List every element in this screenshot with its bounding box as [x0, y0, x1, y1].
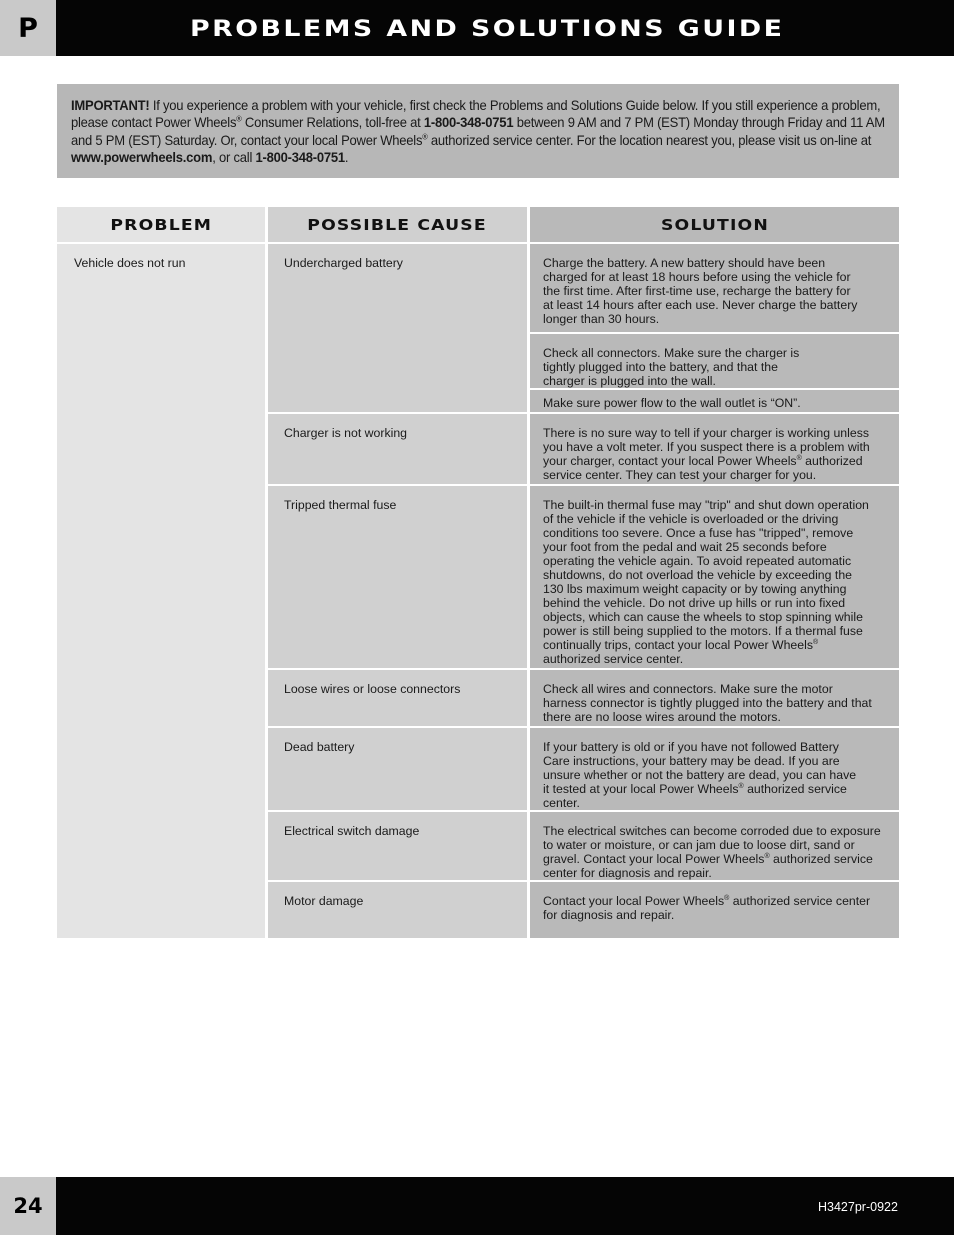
cause-cell: Tripped thermal fuse: [268, 486, 527, 668]
notice-text: authorized service center. For the location nearest you, please visit us on-line at: [427, 131, 872, 148]
solution-text: If your battery is old or if you have not followed Battery Care instructions, your battery may be dead. If you are unsure whether or not the battery are dead, you can have it tested at your local Power Wheels: [543, 740, 857, 796]
solution-cell: [530, 812, 899, 880]
registered-mark: ®: [812, 638, 819, 646]
registered-mark: ®: [422, 131, 428, 141]
registered-mark: ®: [236, 114, 242, 124]
solution-cell: [530, 486, 899, 668]
header-cause-label: POSSIBLE CAUSE: [307, 215, 488, 234]
cause-cell: Electrical switch damage: [268, 812, 527, 880]
solution-cell: Check all wires and connectors. Make sure the motor harness connector is tightly plugged into the battery and that there are no loose wires around the motors.: [530, 670, 899, 726]
notice-important-label: IMPORTANT!: [71, 97, 150, 113]
registered-mark: ®: [764, 852, 770, 860]
notice-text: between 9 AM and 7 PM (EST) Monday through Friday and 11 AM and 5 PM (EST) Saturday. Or, contact your local Power Wheels: [71, 114, 885, 148]
page-title: PROBLEMS AND SOLUTIONS GUIDE: [190, 17, 785, 42]
cause-cell: Charger is not working: [268, 414, 527, 484]
cause-cell: Loose wires or loose connectors: [268, 670, 527, 726]
solution-text: There is no sure way to tell if your charger is working unless you have a volt meter. If you suspect there is a problem with your charger, contact your local Power Wheels: [543, 426, 870, 468]
solution-text: authorized service center for diagnosis and repair.: [543, 852, 873, 880]
solution-cell: [530, 882, 899, 938]
solution-text: Contact your local Power Wheels: [543, 894, 725, 908]
solution-text: The electrical switches can become corroded due to exposure to water or moisture, or can jam due to loose dirt, sand or gravel. Contact your local Power Wheels: [543, 824, 881, 866]
header-solution: [530, 207, 899, 242]
section-tab: P: [0, 0, 56, 56]
notice-phone: 1-800-348-0751: [255, 148, 345, 165]
notice-text: .: [344, 148, 349, 165]
footer-bar: [0, 1177, 954, 1235]
solution-text: authorized service center.: [543, 652, 684, 666]
cause-cell: Dead battery: [268, 728, 527, 810]
solution-cell: Charge the battery. A new battery should have been charged for at least 18 hours before using the vehicle for the first time. After first-time use, recharge the battery for at least 14 hours after each use. Never charge the battery longer than 30 hours.: [530, 244, 899, 332]
problem-column: [57, 244, 265, 938]
solution-cell: [530, 728, 899, 810]
notice-website: www.powerwheels.com: [71, 148, 213, 165]
notice-phone: 1-800-348-0751: [423, 114, 514, 131]
header-cause: [268, 207, 527, 242]
document-code: H3427pr-0922: [818, 1200, 898, 1214]
header-problem: [57, 207, 265, 242]
solution-text: authorized service center for diagnosis and repair.: [543, 894, 871, 922]
solution-text: The built-in thermal fuse may "trip" and shut down operation of the vehicle if the vehicle is overloaded or the driving conditions too severe. Once a fuse has "tripped", remove your foot from the pedal and wait 25 seconds before operating the vehicle again. To avoid repeated automatic shutdowns, do not overload the vehicle by exceeding the 130 lbs maximum weight capacity or by towing anything behind the vehicle. Do not drive up hills or run into fixed objects, which can cause the wheels to stop spinning while power is still being supplied to the motors. If a thermal fuse continually trips, contact your local Power Wheels: [543, 498, 869, 652]
notice-text: , or call: [212, 148, 256, 165]
important-notice: [57, 84, 899, 178]
solution-cell: [530, 414, 899, 484]
solution-text: authorized service center.: [543, 782, 847, 810]
notice-text: Consumer Relations, toll-free at: [241, 114, 424, 131]
solution-text: authorized service center. They can test your charger for you.: [543, 454, 863, 482]
registered-mark: ®: [738, 782, 744, 790]
registered-mark: ®: [724, 894, 730, 902]
header-problem-label: PROBLEM: [110, 215, 212, 234]
page-number: 24: [0, 1177, 56, 1235]
problem-cell: Vehicle does not run: [74, 256, 186, 270]
solution-cell: Check all connectors. Make sure the charger is tightly plugged into the battery, and that the charger is plugged into the wall.: [530, 334, 899, 388]
registered-mark: ®: [796, 454, 802, 462]
notice-text: If you experience a problem with your vehicle, first check the Problems and Solutions Guide below. If you still experience a problem, please contact Power Wheels: [71, 97, 881, 131]
solution-cell: Make sure power flow to the wall outlet is “ON”.: [530, 390, 899, 412]
cause-cell: Undercharged battery: [268, 244, 527, 412]
header-solution-label: SOLUTION: [660, 215, 769, 234]
cause-cell: Motor damage: [268, 882, 527, 938]
